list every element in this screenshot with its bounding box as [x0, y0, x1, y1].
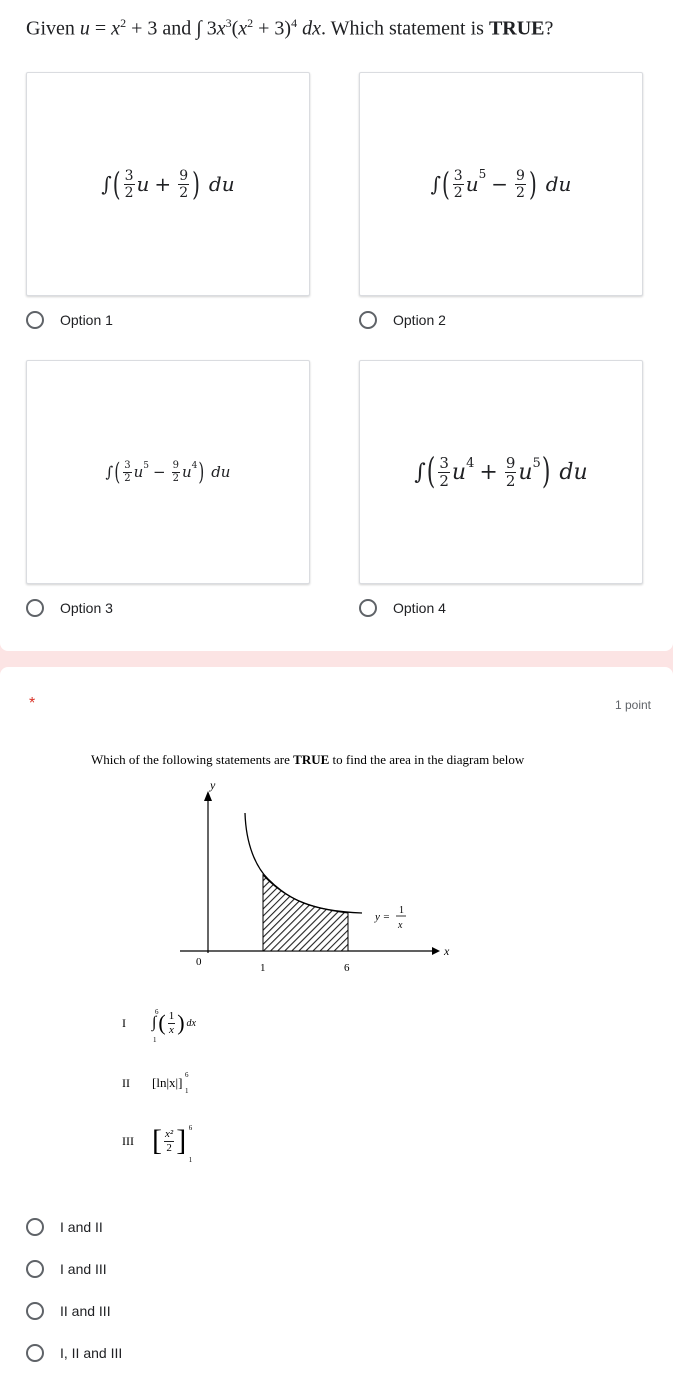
title-text: ( — [231, 17, 239, 40]
exponent: 5 — [532, 455, 541, 471]
evaluation-bracket — [152, 1071, 189, 1095]
upper-limit: 6 — [155, 1008, 159, 1016]
var-du: du — [545, 172, 572, 196]
var-du: du — [211, 463, 231, 481]
denominator: x — [169, 1023, 174, 1036]
title-text: Given — [26, 17, 75, 40]
numerator: x² — [165, 1127, 174, 1140]
title-sup: 2 — [247, 16, 254, 30]
exponent: 5 — [143, 460, 149, 471]
required-marker: * — [29, 695, 36, 712]
title-sup: 4 — [291, 16, 298, 30]
choice-ii-and-iii[interactable] — [26, 1302, 111, 1320]
fraction — [515, 169, 526, 200]
lower-limit: 1 — [188, 1156, 193, 1164]
var-du: du — [559, 459, 588, 485]
bracket-close: ] — [176, 1124, 187, 1157]
exponent: 4 — [466, 455, 475, 471]
fraction — [168, 1011, 176, 1036]
fraction — [124, 169, 135, 200]
option-3-image — [26, 360, 310, 584]
option-4-radio-row[interactable] — [359, 599, 446, 617]
radio-button[interactable] — [26, 599, 44, 617]
plus-sign: + — [154, 172, 172, 196]
option-1-image — [26, 72, 310, 296]
numerator: 9 — [172, 459, 179, 471]
paren-open: ( — [112, 164, 121, 204]
integral-with-limits — [152, 1008, 159, 1044]
denominator: 2 — [505, 471, 516, 490]
choice-label: I and II — [60, 1219, 103, 1235]
radio-button[interactable] — [26, 1218, 44, 1236]
lower-limit: 1 — [184, 1087, 189, 1095]
curve-label-denominator: x — [398, 920, 403, 931]
fraction — [164, 1129, 174, 1154]
origin-label: 0 — [196, 956, 202, 968]
dx: dx — [186, 1017, 196, 1029]
statement-i — [122, 1008, 196, 1044]
ln-expression: [ln|x|] — [152, 1075, 183, 1090]
option-1-math — [101, 164, 235, 204]
title-text: ? — [544, 17, 554, 40]
title-sup: 3 — [225, 16, 232, 30]
denominator: 2 — [453, 184, 463, 201]
paren-close: ) — [528, 164, 537, 204]
question-title — [26, 16, 553, 41]
denominator: 2 — [439, 471, 449, 490]
statement-ii — [122, 1071, 189, 1095]
lower-limit: 1 — [153, 1036, 157, 1044]
numerator: 9 — [516, 167, 525, 184]
prompt-text: to find the area in the diagram below — [329, 752, 525, 767]
option-label: Option 2 — [393, 312, 446, 328]
title-var: dx — [297, 17, 321, 40]
option-4-image — [359, 360, 643, 584]
numerator: 3 — [439, 453, 449, 472]
integral-sign: ∫ — [414, 459, 426, 485]
option-label: Option 3 — [60, 600, 113, 616]
var-u: u — [133, 463, 144, 481]
denominator: 2 — [172, 472, 179, 484]
choice-all[interactable] — [26, 1344, 122, 1362]
question-card-1 — [0, 0, 673, 651]
paren-close: ) — [198, 457, 205, 487]
option-2-math — [430, 164, 572, 204]
radio-button[interactable] — [359, 599, 377, 617]
paren-open: ( — [426, 452, 436, 492]
statement-iii — [122, 1124, 193, 1164]
bracket-open: [ — [152, 1124, 162, 1157]
tick-label-1: 1 — [260, 962, 266, 974]
numerator: 3 — [124, 459, 131, 471]
fraction — [505, 453, 517, 490]
choice-label: II and III — [60, 1303, 111, 1319]
title-var: x — [111, 17, 121, 40]
paren-open: ( — [158, 1010, 166, 1035]
option-label: Option 1 — [60, 312, 113, 328]
denominator: 2 — [124, 472, 131, 484]
option-2-radio-row[interactable] — [359, 311, 446, 329]
var-u: u — [518, 459, 533, 485]
title-text: + 3) — [253, 17, 292, 40]
var-du: du — [208, 172, 235, 196]
var-u: u — [181, 463, 192, 481]
var-u: u — [136, 172, 150, 196]
denominator: 2 — [179, 184, 189, 201]
choice-i-and-iii[interactable] — [26, 1260, 107, 1278]
evaluation-bracket — [152, 1124, 193, 1164]
var-u: u — [465, 172, 479, 196]
upper-limit: 6 — [188, 1124, 193, 1132]
fraction — [453, 169, 464, 200]
denominator: 2 — [516, 184, 525, 201]
denominator: 2 — [166, 1141, 172, 1154]
x-axis-label: x — [444, 944, 450, 958]
title-bold: TRUE — [488, 17, 545, 40]
x-axis-arrow-icon — [432, 947, 440, 955]
paren-close: ) — [177, 1010, 185, 1035]
title-var: u — [79, 17, 90, 40]
numerator: 3 — [124, 167, 134, 184]
fraction — [123, 461, 131, 484]
plus-sign: + — [479, 459, 498, 485]
curve-label-numerator: 1 — [399, 905, 404, 916]
title-sup: 2 — [120, 16, 127, 30]
minus-sign: − — [491, 172, 509, 196]
exponent: 4 — [191, 460, 198, 471]
numerator: 3 — [453, 167, 463, 184]
paren-close: ) — [192, 164, 200, 204]
integral-sign: ∫ — [430, 172, 441, 196]
title-var: x — [238, 17, 248, 40]
choice-label: I, II and III — [60, 1345, 123, 1361]
tick-label-6: 6 — [344, 962, 350, 974]
numerator: 9 — [179, 167, 189, 184]
prompt-bold: TRUE — [293, 752, 330, 767]
curve-label: y = — [375, 911, 391, 923]
area-diagram — [170, 775, 460, 975]
statement-numeral: I — [122, 1015, 126, 1030]
var-u: u — [451, 459, 467, 485]
upper-limit: 6 — [184, 1071, 189, 1079]
option-2-image — [359, 72, 643, 296]
radio-button[interactable] — [26, 1260, 44, 1278]
option-label: Option 4 — [393, 600, 446, 616]
denominator: 2 — [124, 184, 134, 201]
paren-open: ( — [441, 164, 450, 204]
statement-numeral: II — [122, 1075, 130, 1090]
statement-numeral: III — [122, 1133, 134, 1148]
fraction — [172, 461, 180, 484]
title-text: = — [89, 17, 112, 40]
y-axis-label: y — [210, 778, 216, 792]
title-text: . Which statement is — [321, 17, 489, 40]
radio-button[interactable] — [26, 1302, 44, 1320]
question-2-prompt — [91, 752, 524, 768]
numerator: 9 — [505, 453, 516, 472]
choice-i-and-ii[interactable] — [26, 1218, 103, 1236]
numerator: 1 — [168, 1009, 175, 1022]
points-label: 1 point — [614, 698, 651, 712]
title-text: + 3 and ∫ 3 — [126, 17, 217, 40]
integral-sign: ∫ — [101, 172, 112, 196]
choice-label: I and III — [60, 1261, 107, 1277]
title-var: x — [216, 17, 226, 40]
radio-button[interactable] — [359, 311, 377, 329]
fraction — [178, 169, 189, 200]
prompt-text: Which of the following statements are — [91, 752, 294, 767]
integral-sign: ∫ — [105, 463, 114, 481]
radio-button[interactable] — [26, 1344, 44, 1362]
exponent: 5 — [478, 166, 487, 181]
minus-sign: − — [152, 463, 166, 481]
option-3-math — [105, 457, 231, 487]
fraction — [438, 453, 450, 490]
option-3-radio-row[interactable] — [26, 599, 113, 617]
option-1-radio-row[interactable] — [26, 311, 113, 329]
paren-open: ( — [114, 457, 121, 487]
option-4-math — [414, 452, 588, 492]
y-axis-arrow-icon — [204, 791, 212, 801]
integral-sign: ∫ — [152, 1014, 157, 1031]
paren-close: ) — [541, 452, 551, 492]
radio-button[interactable] — [26, 311, 44, 329]
